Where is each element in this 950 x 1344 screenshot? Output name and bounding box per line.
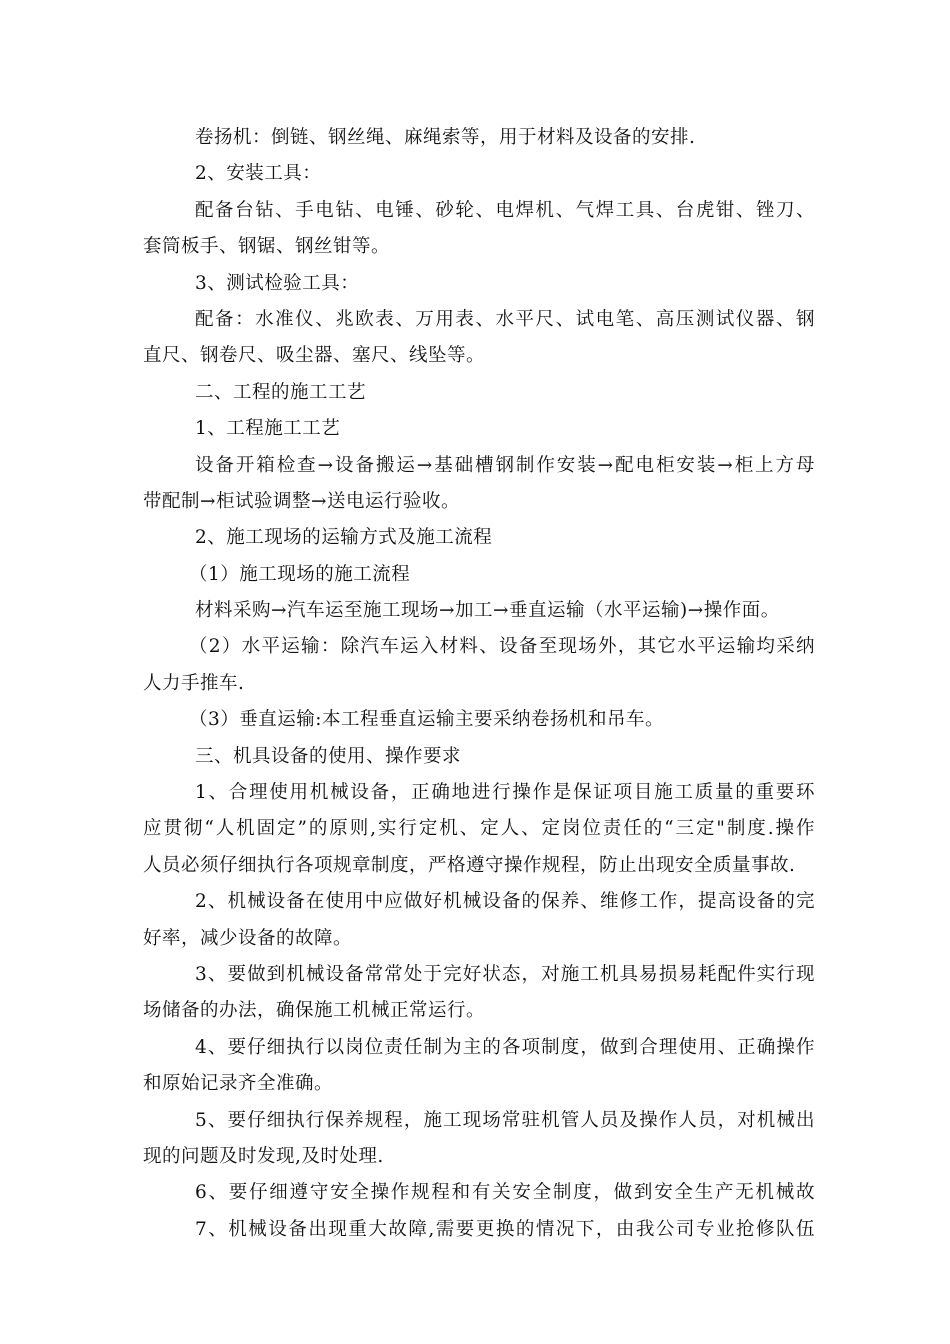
text-line: 套筒板手、钢锯、钢丝钳等。 [143,236,391,258]
text-line: 6、要仔细遵守安全操作规程和有关安全制度，做到安全生产无机械故 [195,1182,815,1204]
text-line: 2、施工现场的运输方式及施工流程 [195,527,493,549]
text-line: 材料采购→汽车运至施工现场→加工→垂直运输（水平运输)→操作面。 [195,600,780,622]
text-line: 3、测试检验工具： [195,272,360,294]
text-line: 带配制→柜试验调整→送电运行验收。 [143,490,461,512]
text-line: 场储备的办法，确保施工机械正常运行。 [143,1000,486,1022]
text-line: 三、机具设备的使用、操作要求 [195,745,462,767]
text-line: 5、要仔细执行保养规程，施工现场常驻机管人员及操作人员，对机械出 [195,1109,815,1131]
text-line: （3）垂直运输:本工程垂直运输主要采纳卷扬机和吊车。 [189,709,665,731]
text-line: 应贯彻“人机固定”的原则,实行定机、定人、定岗位责任的“三定"制度.操作 [143,818,815,840]
text-line: 人力手推车. [143,672,245,694]
text-line: 7、机械设备出现重大故障,需要更换的情况下，由我公司专业抢修队伍 [195,1218,815,1240]
text-line: 2、机械设备在使用中应做好机械设备的保养、维修工作，提高设备的完 [195,891,815,913]
text-line: 好率，减少设备的故障。 [143,927,353,949]
text-line: 现的问题及时发现,及时处理. [143,1145,384,1167]
text-line: 人员必须仔细执行各项规章制度，严格遵守操作规程，防止出现安全质量事故. [143,854,796,876]
text-line: 1、工程施工工艺 [195,418,341,440]
text-line: 2、安装工具： [195,163,322,185]
text-line: 配备台钻、手电钻、电锤、砂轮、电焊机、气焊工具、台虎钳、锉刀、 [195,199,815,221]
text-line: （2）水平运输：除汽车运入材料、设备至现场外，其它水平运输均采纳 [189,636,815,658]
document-body [143,120,815,1248]
text-line: 3、要做到机械设备常常处于完好状态，对施工机具易损易耗配件实行现 [195,963,815,985]
text-line: 设备开箱检查→设备搬运→基础槽钢制作安装→配电柜安装→柜上方母 [195,454,815,476]
text-line: （1）施工现场的施工流程 [189,563,411,585]
text-line: 1、合理使用机械设备，正确地进行操作是保证项目施工质量的重要环 [195,782,815,804]
text-line: 二、工程的施工工艺 [195,381,367,403]
text-line: 配备：水准仪、兆欧表、万用表、水平尺、试电笔、高压测试仪器、钢 [195,308,815,330]
text-line: 直尺、钢卷尺、吸尘器、塞尺、线坠等。 [143,345,486,367]
text-line: 和原始记录齐全准确。 [143,1073,334,1095]
text-line: 4、要仔细执行以岗位责任制为主的各项制度，做到合理使用、正确操作 [195,1036,815,1058]
text-line: 卷扬机：倒链、钢丝绳、麻绳索等，用于材料及设备的安排. [195,127,696,148]
